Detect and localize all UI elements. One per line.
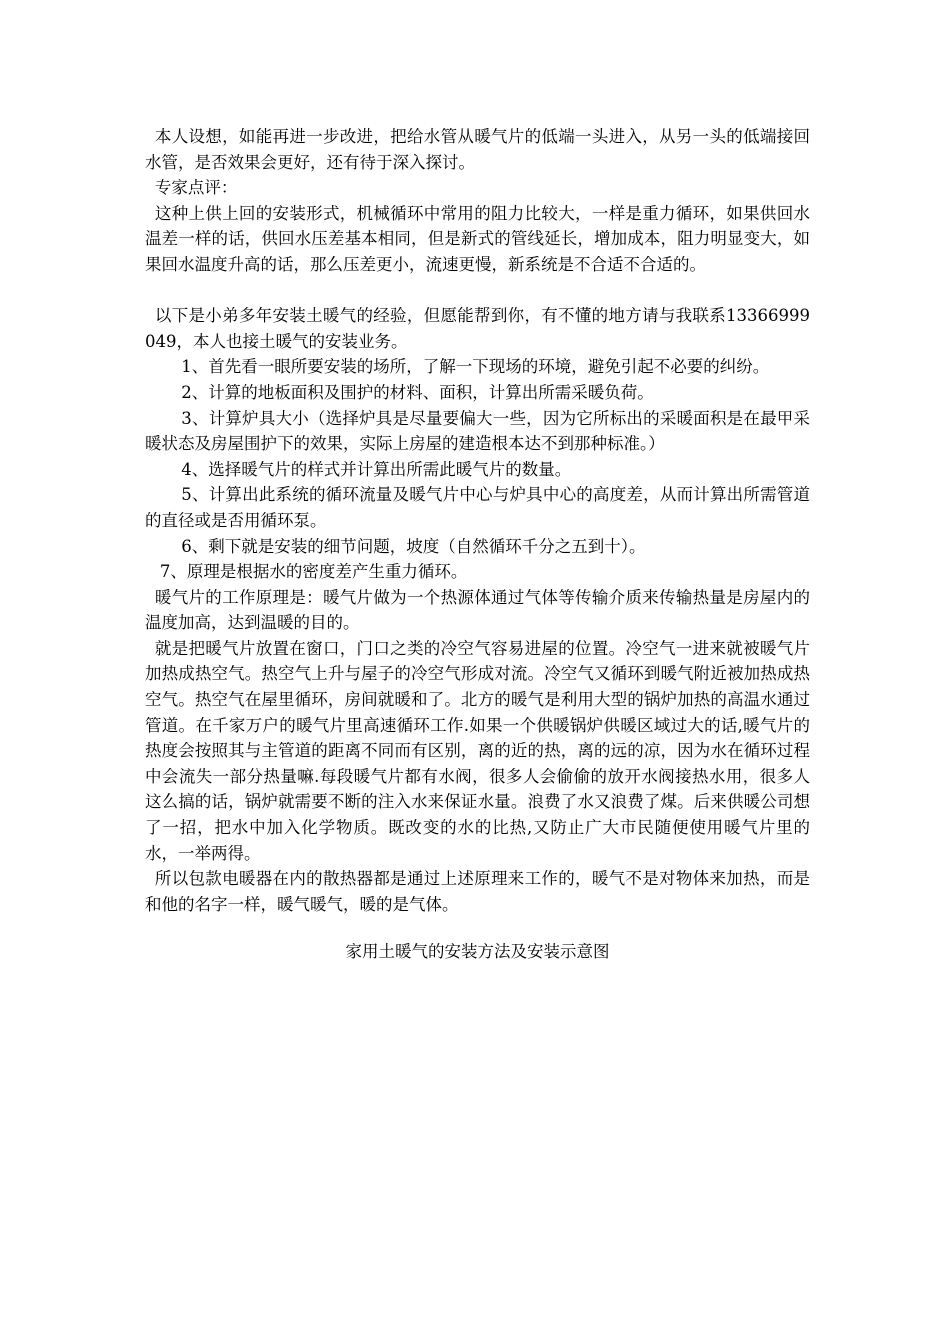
paragraph-principle: 暖气片的工作原理是：暖气片做为一个热源体通过气体等传输介质来传输热量是房屋内的温度加高，达到温暖的目的。: [145, 587, 810, 633]
paragraph-step-3: 3、计算炉具大小（选择炉具是尽量要偏大一些，因为它所标出的采暖面积是在最甲采暖状态及房屋围护下的效果，实际上房屋的建造根本达不到那种标准。）: [145, 408, 810, 454]
paragraph-step-7: 7、原理是根据水的密度差产生重力循环。: [159, 562, 468, 582]
paragraph-step-6: 6、剩下就是安装的细节问题，坡度（自然循环千分之五到十）。: [181, 536, 646, 556]
paragraph-intro: 以下是小弟多年安装土暖气的经验，但愿能帮到你，有不懂的地方请与我联系13366999049，本人也接土暖气的安装业务。: [145, 306, 810, 351]
paragraph-expert-heading: 专家点评：: [154, 178, 238, 198]
paragraph-step-4: 4、选择暖气片的样式并计算出所需此暖气片的数量。: [181, 459, 572, 479]
paragraph-expert-comment: 这种上供上回的安装形式，机械循环中常用的阻力比较大，一样是重力循环，如果供回水温差一样的话，供回水压差基本相同，但是新式的管线延长，增加成本，阻力明显变大，如果回水温度升高的话，那么压差更小，流速更慢，新系统是不合适不合适的。: [145, 203, 810, 274]
paragraph-step-2: 2、计算的地板面积及围护的材料、面积，计算出所需采暖负荷。: [181, 382, 654, 402]
paragraph-conclusion: 所以包款电暖器在内的散热器都是通过上述原理来工作的，暖气不是对物体来加热，而是和他的名字一样，暖气暖气，暖的是气体。: [145, 869, 810, 914]
paragraph-step-1: 1、首先看一眼所要安装的场所，了解一下现场的环境，避免引起不必要的纠纷。: [181, 357, 770, 377]
document-page: [145, 124, 810, 965]
blank-line: [145, 278, 810, 304]
paragraph-suggestion: 本人设想，如能再进一步改进，把给水管从暖气片的低端一头进入，从另一头的低端接回水管，是否效果会更好，还有待于深入探讨。: [145, 127, 810, 172]
paragraph-explanation: 就是把暖气片放置在窗口，门口之类的冷空气容易进屋的位置。冷空气一进来就被暖气片加热成热空气。热空气上升与屋子的冷空气形成对流。冷空气又循环到暖气附近被加热成热空气。热空气在屋里循环，房间就暖和了。北方的暖气是利用大型的锅炉加热的高温水通过管道。在千家万户的暖气片里高速循环工作.如果一个供暖锅炉供暖区域过大的话,暖气片的热度会按照其与主管道的距离不同而有区别，离的近的热，离的远的凉，因为水在循环过程中会流失一部分热量嘛.每段暖气片都有水阀，很多人会偷偷的放开水阀接热水用，很多人这么搞的话，锅炉就需要不断的注入水来保证水量。浪费了水又浪费了煤。后来供暖公司想了一招，把水中加入化学物质。既改变的水的比热,又防止广大市民随便使用暖气片里的水，一举两得。: [145, 638, 810, 863]
figure-caption: 家用土暖气的安装方法及安装示意图: [345, 942, 610, 962]
paragraph-step-5: 5、计算出此系统的循环流量及暖气片中心与炉具中心的高度差，从而计算出所需管道的直径或是否用循环泵。: [145, 485, 810, 530]
